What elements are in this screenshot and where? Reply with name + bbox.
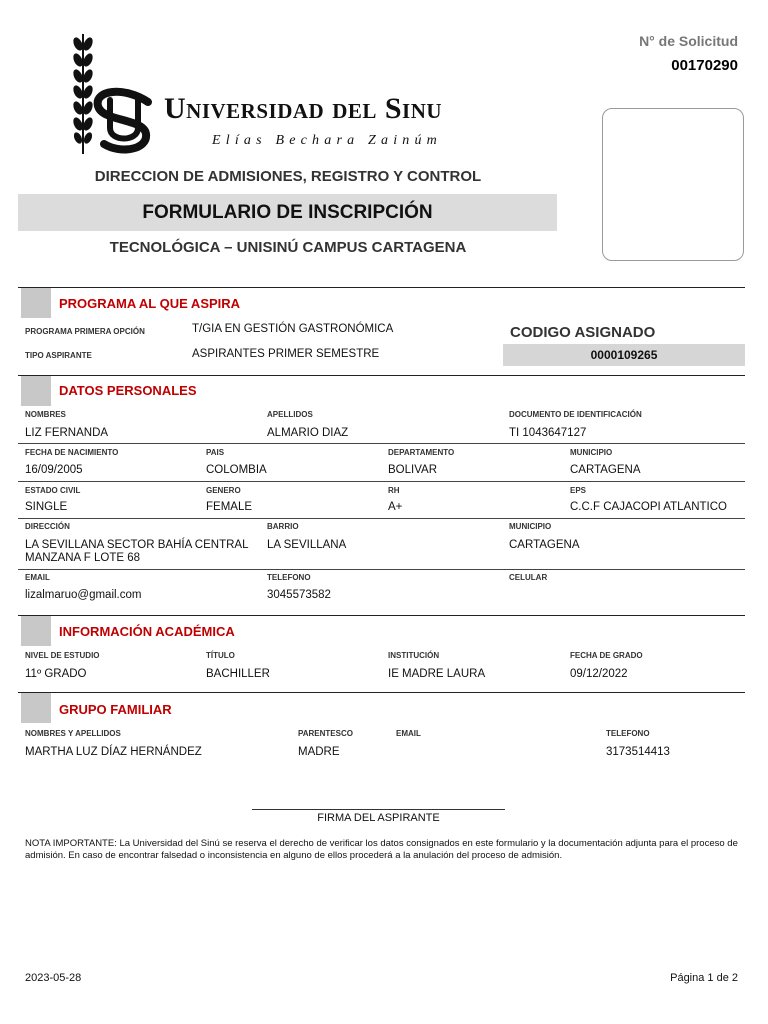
telefono-label: TELEFONO bbox=[267, 573, 311, 582]
parentesco-value: MADRE bbox=[298, 746, 340, 758]
pais-value: COLOMBIA bbox=[206, 464, 267, 476]
fecha-nacimiento-label: FECHA DE NACIMIENTO bbox=[25, 448, 119, 457]
municipio-label: MUNICIPIO bbox=[570, 448, 613, 457]
municipio-residencia-value: CARTAGENA bbox=[509, 539, 580, 551]
departamento-label: DEPARTAMENTO bbox=[388, 448, 455, 457]
page-number: Página 1 de 2 bbox=[670, 972, 738, 984]
section-title-familiar: GRUPO FAMILIAR bbox=[59, 702, 172, 717]
signature-label: FIRMA DEL ASPIRANTE bbox=[317, 812, 440, 824]
section-divider bbox=[18, 615, 745, 616]
tipo-aspirante-value: ASPIRANTES PRIMER SEMESTRE bbox=[192, 348, 380, 360]
municipio-residencia-label: MUNICIPIO bbox=[509, 522, 552, 531]
genero-value: FEMALE bbox=[206, 501, 253, 513]
pais-label: PAIS bbox=[206, 448, 225, 457]
nivel-estudio-label: NIVEL DE ESTUDIO bbox=[25, 651, 100, 660]
parentesco-label: PARENTESCO bbox=[298, 729, 353, 738]
rh-label: RH bbox=[388, 486, 400, 495]
estado-civil-value: SINGLE bbox=[25, 501, 68, 513]
section-divider bbox=[18, 692, 745, 693]
fecha-grado-value: 09/12/2022 bbox=[570, 668, 628, 680]
email-value: lizalmaruo@gmail.com bbox=[25, 589, 142, 601]
tipo-aspirante-label: TIPO ASPIRANTE bbox=[25, 351, 92, 360]
titulo-label: TÍTULO bbox=[206, 651, 235, 660]
codigo-asignado-value: 0000109265 bbox=[503, 344, 745, 366]
university-name: Universidad del Sinu bbox=[164, 92, 443, 125]
signature-line bbox=[252, 809, 505, 810]
section-divider bbox=[18, 287, 745, 288]
row-divider bbox=[18, 569, 745, 570]
email-label: EMAIL bbox=[25, 573, 50, 582]
form-title: FORMULARIO DE INSCRIPCIÓN bbox=[18, 194, 557, 231]
barrio-value: LA SEVILLANA bbox=[267, 539, 347, 551]
estado-civil-label: ESTADO CIVIL bbox=[25, 486, 81, 495]
apellidos-label: APELLIDOS bbox=[267, 410, 313, 419]
campus-title: TECNOLÓGICA – UNISINÚ CAMPUS CARTAGENA bbox=[109, 239, 467, 256]
municipio-value: CARTAGENA bbox=[570, 464, 641, 476]
primera-opcion-value: T/GIA EN GESTIÓN GASTRONÓMICA bbox=[192, 323, 394, 335]
barrio-label: BARRIO bbox=[267, 522, 299, 531]
genero-label: GENERO bbox=[206, 486, 241, 495]
celular-label: CELULAR bbox=[509, 573, 548, 582]
documento-label: DOCUMENTO DE IDENTIFICACIÓN bbox=[509, 410, 642, 419]
section-divider bbox=[18, 375, 745, 376]
row-divider bbox=[18, 481, 745, 482]
institucion-label: INSTITUCIÓN bbox=[388, 651, 440, 660]
apellidos-value: ALMARIO DIAZ bbox=[267, 427, 349, 439]
rh-value: A+ bbox=[388, 501, 403, 513]
row-divider bbox=[18, 443, 745, 444]
eps-value: C.C.F CAJACOPI ATLANTICO bbox=[570, 501, 727, 513]
department-title: DIRECCION DE ADMISIONES, REGISTRO Y CONTROL bbox=[94, 168, 482, 185]
familiar-telefono-label: TELEFONO bbox=[606, 729, 650, 738]
row-divider bbox=[18, 518, 745, 519]
familiar-nombres-label: NOMBRES Y APELLIDOS bbox=[25, 729, 121, 738]
titulo-value: BACHILLER bbox=[206, 668, 270, 680]
section-marker bbox=[21, 376, 51, 406]
section-title-academica: INFORMACIÓN ACADÉMICA bbox=[59, 624, 235, 639]
nombres-value: LIZ FERNANDA bbox=[25, 427, 109, 439]
nivel-estudio-value: 11º GRADO bbox=[25, 668, 87, 680]
codigo-asignado-label: CODIGO ASIGNADO bbox=[510, 324, 656, 341]
familiar-email-label: EMAIL bbox=[396, 729, 421, 738]
section-marker bbox=[21, 288, 51, 318]
fecha-nacimiento-value: 16/09/2005 bbox=[25, 464, 83, 476]
footer-date: 2023-05-28 bbox=[25, 972, 82, 984]
telefono-value: 3045573582 bbox=[267, 589, 331, 601]
section-title-personales: DATOS PERSONALES bbox=[59, 383, 197, 398]
solicitud-label: N° de Solicitud bbox=[639, 33, 738, 49]
primera-opcion-label: PROGRAMA PRIMERA OPCIÓN bbox=[25, 327, 145, 336]
direccion-value: LA SEVILLANA SECTOR BAHÍA CENTRAL MANZANA F LOTE 68 bbox=[25, 539, 249, 564]
section-marker bbox=[21, 616, 51, 646]
university-subtitle: Elías Bechara Zainúm bbox=[212, 133, 442, 148]
section-marker bbox=[21, 693, 51, 723]
documento-value: TI 1043647127 bbox=[509, 427, 587, 439]
direccion-label: DIRECCIÓN bbox=[25, 522, 70, 531]
photo-placeholder bbox=[602, 108, 744, 261]
important-note: NOTA IMPORTANTE: La Universidad del Sinú se reserva el derecho de verificar los datos consignados en este formulario y la documentación adjunta para el proceso de admisión. En caso de encontrar falsedad o inconsistencia en alguno de ellos procederá a la anulación del proceso de admisión. bbox=[25, 838, 738, 861]
departamento-value: BOLIVAR bbox=[388, 464, 437, 476]
eps-label: EPS bbox=[570, 486, 587, 495]
institucion-value: IE MADRE LAURA bbox=[388, 668, 486, 680]
section-title-programa: PROGRAMA AL QUE ASPIRA bbox=[59, 296, 241, 311]
nombres-label: NOMBRES bbox=[25, 410, 66, 419]
familiar-nombres-value: MARTHA LUZ DÍAZ HERNÁNDEZ bbox=[25, 746, 202, 758]
fecha-grado-label: FECHA DE GRADO bbox=[570, 651, 643, 660]
familiar-telefono-value: 3173514413 bbox=[606, 746, 670, 758]
solicitud-number: 00170290 bbox=[671, 57, 738, 74]
